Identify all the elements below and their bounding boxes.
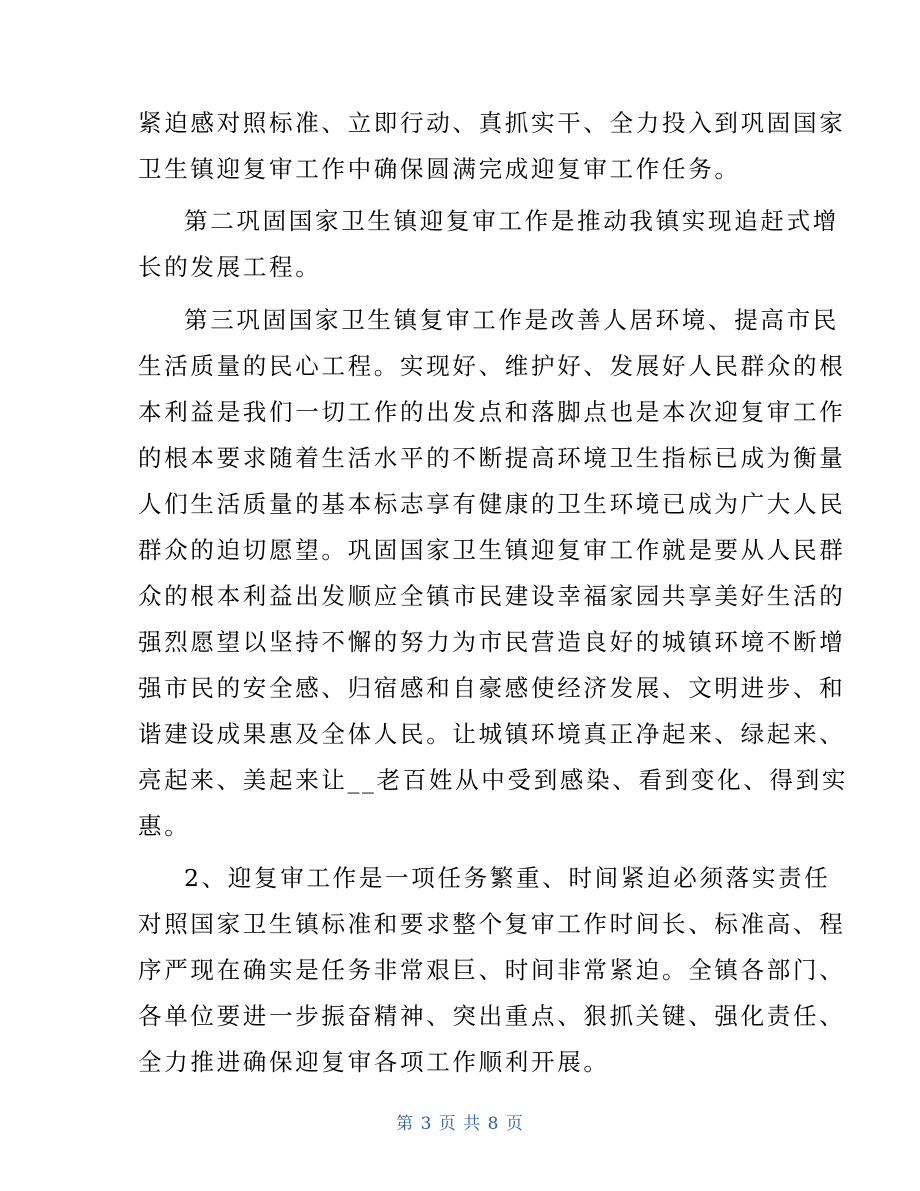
text-line-20: 各单位要进一步振奋精神、突出重点、狠抓关键、强化责任、 [138,1002,846,1030]
text-line-8: 的根本要求随着生活水平的不断提高环境卫生指标已成为衡量 [138,444,846,472]
text-line-7: 本利益是我们一切工作的出发点和落脚点也是本次迎复审工作 [138,398,846,426]
text-line-9: 人们生活质量的基本标志享有健康的卫生环境已成为广大人民 [138,490,846,518]
text-line-14: 谐建设成果惠及全体人民。让城镇环境真正净起来、绿起来、 [138,720,846,748]
text-line-5: 第三巩固国家卫生镇复审工作是改善人居环境、提高市民 [184,306,839,334]
text-line-10: 群众的迫切愿望。巩固国家卫生镇迎复审工作就是要从人民群 [138,536,846,564]
text-line-15: 亮起来、美起来让__老百姓从中受到感染、看到变化、得到实 [138,766,849,794]
text-line-18: 对照国家卫生镇标准和要求整个复审工作时间长、标准高、程 [138,910,846,938]
text-line-1: 紧迫感对照标准、立即行动、真抓实干、全力投入到巩固国家 [138,109,846,137]
text-line-19: 序严现在确实是任务非常艰巨、时间非常紧迫。全镇各部门、 [138,956,846,984]
text-line-21: 全力推进确保迎复审各项工作顺利开展。 [138,1048,610,1076]
text-line-2: 卫生镇迎复审工作中确保圆满完成迎复审工作任务。 [138,155,741,183]
text-line-13: 强市民的安全感、归宿感和自豪感使经济发展、文明进步、和 [138,674,846,702]
text-line-6: 生活质量的民心工程。实现好、维护好、发展好人民群众的根 [138,352,846,380]
text-line-3: 第二巩固国家卫生镇迎复审工作是推动我镇实现追赶式增 [184,207,839,235]
text-line-17: 2、迎复审工作是一项任务繁重、时间紧迫必须落实责任 [184,864,831,892]
text-line-11: 众的根本利益出发顺应全镇市民建设幸福家园共享美好生活的 [138,582,846,610]
text-line-12: 强烈愿望以坚持不懈的努力为市民营造良好的城镇环境不断增 [138,628,846,656]
text-line-16: 惠。 [138,812,191,840]
page-number-footer: 第 3 页 共 8 页 [396,1114,524,1134]
text-line-4: 长的发展工程。 [138,253,322,281]
